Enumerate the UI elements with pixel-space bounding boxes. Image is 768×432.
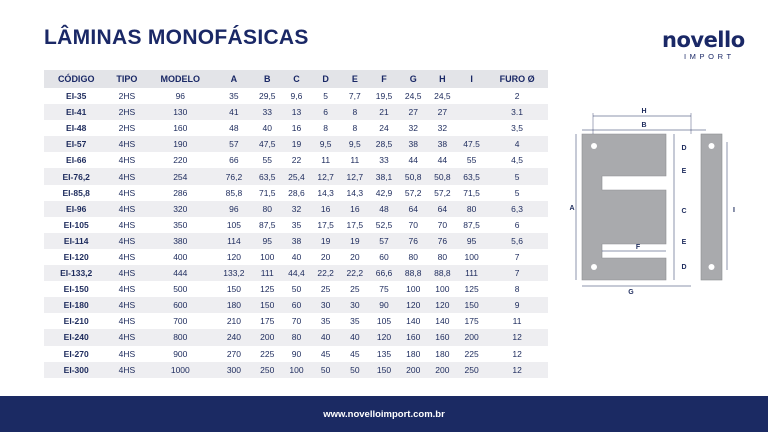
table-cell: 800 bbox=[173, 332, 188, 343]
table-cell: EI-210 bbox=[63, 316, 89, 327]
table-cell: 80 bbox=[408, 251, 418, 262]
table-cell: 3.1 bbox=[511, 107, 523, 118]
table-cell: 175 bbox=[464, 316, 479, 327]
dim-label-b: B bbox=[641, 122, 647, 129]
table-cell: 87,5 bbox=[463, 219, 480, 230]
table-cell: EI-150 bbox=[63, 284, 89, 295]
table-cell: 4HS bbox=[118, 268, 136, 279]
table-cell: 4HS bbox=[118, 187, 136, 198]
table-cell: 4HS bbox=[118, 155, 136, 166]
table-cell: 2HS bbox=[118, 91, 136, 102]
table-cell: 4 bbox=[514, 139, 520, 150]
table-cell: 76 bbox=[437, 235, 448, 246]
table-cell: 20 bbox=[320, 251, 331, 262]
table-cell: 120 bbox=[226, 251, 241, 262]
table-cell: 286 bbox=[173, 187, 188, 198]
table-cell: 57 bbox=[229, 139, 239, 150]
table-cell: 135 bbox=[376, 348, 392, 359]
table-cell: 44,4 bbox=[288, 268, 305, 279]
table-cell: 5 bbox=[514, 187, 520, 198]
table-cell: 29,5 bbox=[258, 91, 276, 102]
table-cell: EI-270 bbox=[63, 348, 89, 359]
column-header: FURO Ø bbox=[499, 74, 535, 84]
hole-icon bbox=[709, 143, 715, 149]
table-row bbox=[44, 136, 548, 152]
table-cell: 300 bbox=[226, 364, 241, 375]
table-row bbox=[44, 88, 548, 104]
table-cell: 380 bbox=[173, 235, 188, 246]
table-cell: 200 bbox=[260, 332, 275, 343]
table-cell: 70 bbox=[408, 219, 418, 230]
table-cell: 2 bbox=[514, 91, 520, 102]
table-cell: 5 bbox=[323, 91, 328, 102]
table-cell: 45 bbox=[320, 348, 331, 359]
table-row bbox=[44, 362, 548, 378]
table-cell: 33 bbox=[262, 107, 272, 118]
dim-label-c: C bbox=[681, 208, 687, 215]
table-cell: 60 bbox=[379, 251, 389, 262]
table-cell: 4HS bbox=[118, 348, 136, 359]
table-cell: 44 bbox=[408, 155, 418, 166]
table-cell: 57,2 bbox=[434, 187, 451, 198]
table-cell: 4HS bbox=[118, 364, 136, 375]
table-cell: 4HS bbox=[118, 251, 136, 262]
table-cell: 180 bbox=[435, 348, 450, 359]
table-cell: 180 bbox=[406, 348, 421, 359]
table-row bbox=[44, 313, 548, 329]
table-cell: 150 bbox=[260, 300, 275, 311]
table-row bbox=[44, 297, 548, 313]
table-row bbox=[44, 265, 548, 281]
table-cell: 4HS bbox=[118, 203, 136, 214]
table-cell: 200 bbox=[464, 332, 479, 343]
table-cell: 4HS bbox=[118, 235, 136, 246]
table-cell: 88,8 bbox=[404, 268, 422, 279]
laminas-table bbox=[44, 70, 548, 378]
table-cell: 4HS bbox=[118, 284, 136, 295]
column-header: F bbox=[381, 74, 387, 84]
table-cell: 32 bbox=[408, 123, 418, 134]
table-cell: 25 bbox=[350, 284, 360, 295]
table-cell: 14,3 bbox=[346, 187, 364, 198]
hole-icon bbox=[591, 143, 597, 149]
table-cell: 60 bbox=[291, 300, 302, 311]
table-cell: 19,5 bbox=[375, 91, 393, 102]
column-header: I bbox=[470, 74, 473, 84]
table-cell: 900 bbox=[173, 348, 188, 359]
table-cell: 55 bbox=[466, 155, 477, 166]
table-row bbox=[44, 233, 548, 249]
table-cell: 6 bbox=[323, 107, 328, 118]
table-cell: 600 bbox=[173, 300, 188, 311]
table-cell: 100 bbox=[464, 251, 479, 262]
table-cell: 47.5 bbox=[463, 139, 480, 150]
table-cell: 8 bbox=[323, 123, 328, 134]
table-cell: 40 bbox=[350, 332, 360, 343]
table-cell: 270 bbox=[226, 348, 241, 359]
table-cell: 150 bbox=[464, 300, 479, 311]
table-cell: 320 bbox=[173, 203, 188, 214]
table-cell: 90 bbox=[291, 348, 302, 359]
table-cell: 64 bbox=[408, 203, 418, 214]
table-cell: 225 bbox=[260, 348, 275, 359]
hole-icon bbox=[591, 264, 597, 270]
table-cell: 96 bbox=[175, 91, 186, 102]
e-lamina-shape bbox=[582, 134, 666, 280]
table-cell: 63,5 bbox=[463, 171, 480, 182]
table-cell: 19 bbox=[320, 235, 331, 246]
table-cell: 32 bbox=[291, 203, 302, 214]
table-cell: 100 bbox=[260, 251, 275, 262]
table-cell: 5,6 bbox=[511, 235, 523, 246]
column-header: D bbox=[322, 74, 329, 84]
table-cell: 24,5 bbox=[404, 91, 422, 102]
table-cell: 100 bbox=[406, 284, 421, 295]
table-cell: 210 bbox=[226, 316, 241, 327]
table-cell: 254 bbox=[173, 171, 188, 182]
table-cell: 66,6 bbox=[375, 268, 393, 279]
table-cell: 57 bbox=[379, 235, 389, 246]
table-cell: 4HS bbox=[118, 171, 136, 182]
table-row bbox=[44, 281, 548, 297]
table-cell: 6,3 bbox=[511, 203, 523, 214]
table-cell: 12 bbox=[512, 364, 522, 375]
table-cell: 180 bbox=[226, 300, 241, 311]
table-cell: 14,3 bbox=[317, 187, 334, 198]
table-row bbox=[44, 120, 548, 136]
column-header: CÓDIGO bbox=[57, 74, 95, 84]
table-cell: 80 bbox=[291, 332, 302, 343]
table-row bbox=[44, 217, 548, 233]
table-cell: 70 bbox=[437, 219, 448, 230]
table-cell: 100 bbox=[435, 284, 450, 295]
column-header: G bbox=[409, 74, 417, 84]
table-cell: 140 bbox=[435, 316, 450, 327]
table-cell: 350 bbox=[173, 219, 188, 230]
table-cell: 225 bbox=[464, 348, 479, 359]
table-cell: 2HS bbox=[118, 123, 136, 134]
i-lamina-shape bbox=[701, 134, 722, 280]
table-cell: 250 bbox=[464, 364, 479, 375]
table-cell: 27 bbox=[408, 107, 418, 118]
table-cell: 16 bbox=[320, 203, 331, 214]
table-cell: 20 bbox=[350, 251, 360, 262]
table-cell: 125 bbox=[260, 284, 275, 295]
table-cell: 24 bbox=[379, 123, 389, 134]
table-cell: 2HS bbox=[118, 107, 136, 118]
table-cell: 240 bbox=[226, 332, 241, 343]
table-cell: EI-133,2 bbox=[60, 268, 93, 279]
table-cell: 63,5 bbox=[258, 171, 276, 182]
table-cell: EI-114 bbox=[63, 235, 89, 246]
table-cell: 12 bbox=[512, 332, 522, 343]
table-cell: 96 bbox=[229, 203, 239, 214]
table-cell: 4HS bbox=[118, 300, 136, 311]
table-cell: 500 bbox=[173, 284, 188, 295]
table-cell: 30 bbox=[350, 300, 360, 311]
table-cell: EI-41 bbox=[66, 107, 87, 118]
table-cell: 1000 bbox=[170, 364, 190, 375]
table-cell: 22,2 bbox=[346, 268, 364, 279]
table-cell: 150 bbox=[226, 284, 241, 295]
column-header: A bbox=[230, 74, 238, 84]
logo-wordmark: novello bbox=[662, 28, 745, 52]
table-cell: 47,5 bbox=[258, 139, 276, 150]
table-cell: 35 bbox=[229, 91, 239, 102]
table-cell: 12,7 bbox=[317, 171, 334, 182]
table-cell: 95 bbox=[466, 235, 477, 246]
dim-label-d-bottom: D bbox=[681, 264, 687, 271]
table-cell: 150 bbox=[376, 364, 392, 375]
table-cell: 52,5 bbox=[375, 219, 393, 230]
table-cell: 25 bbox=[320, 284, 331, 295]
dim-label-g: G bbox=[628, 289, 634, 294]
footer-bar bbox=[0, 396, 768, 432]
table-cell: EI-120 bbox=[63, 251, 89, 262]
table-cell: 88,8 bbox=[434, 268, 451, 279]
table-cell: 11 bbox=[321, 155, 331, 166]
table-cell: 9,6 bbox=[290, 91, 303, 102]
table-cell: 8 bbox=[352, 123, 358, 134]
table-cell: 190 bbox=[173, 139, 188, 150]
table-cell: 111 bbox=[260, 268, 274, 279]
column-header: TIPO bbox=[116, 74, 138, 84]
table-cell: 111 bbox=[465, 268, 479, 279]
table-cell: 220 bbox=[173, 155, 188, 166]
table-body bbox=[44, 88, 548, 378]
table-cell: 24,5 bbox=[434, 91, 451, 102]
table-cell: 4HS bbox=[118, 332, 136, 343]
table-cell: 5 bbox=[514, 171, 520, 182]
table-cell: EI-96 bbox=[66, 203, 87, 214]
column-header: E bbox=[351, 74, 358, 84]
table-cell: 80 bbox=[437, 251, 448, 262]
table-cell: 8 bbox=[352, 107, 358, 118]
table-cell: 17,5 bbox=[317, 219, 334, 230]
table-row bbox=[44, 168, 548, 184]
table-cell: 120 bbox=[406, 300, 421, 311]
table-cell: 50 bbox=[291, 284, 302, 295]
table-cell: 71,5 bbox=[258, 187, 276, 198]
table-cell: 66 bbox=[229, 155, 239, 166]
dim-label-e-top: E bbox=[681, 168, 687, 175]
table-cell: 16 bbox=[350, 203, 360, 214]
table-cell: 4,5 bbox=[511, 155, 523, 166]
table-cell: 160 bbox=[435, 332, 450, 343]
table-cell: 25,4 bbox=[288, 171, 305, 182]
table-cell: 16 bbox=[291, 123, 302, 134]
table-cell: 40 bbox=[291, 251, 302, 262]
table-cell: EI-85,8 bbox=[62, 187, 90, 198]
website-link[interactable]: www.novelloimport.com.br bbox=[323, 409, 445, 420]
hole-icon bbox=[709, 264, 715, 270]
table-cell: 50 bbox=[320, 364, 331, 375]
table-cell bbox=[457, 88, 486, 104]
table-cell: 8 bbox=[514, 284, 520, 295]
table-cell bbox=[457, 120, 486, 136]
table-cell: 50,8 bbox=[404, 171, 422, 182]
table-cell: 45 bbox=[350, 348, 360, 359]
table-cell: 11 bbox=[350, 155, 360, 166]
column-header: MODELO bbox=[160, 74, 201, 84]
table-cell: 70 bbox=[291, 316, 302, 327]
table-cell: 160 bbox=[406, 332, 421, 343]
table-cell: 12,7 bbox=[346, 171, 364, 182]
table-row bbox=[44, 185, 548, 201]
table-cell: 21 bbox=[379, 107, 389, 118]
dim-label-f: F bbox=[635, 244, 641, 251]
table-row bbox=[44, 346, 548, 362]
table-cell: 22 bbox=[291, 155, 302, 166]
table-cell: EI-57 bbox=[66, 139, 87, 150]
table-cell: EI-240 bbox=[63, 332, 89, 343]
table-cell: 7,7 bbox=[348, 91, 361, 102]
table-cell: 55 bbox=[262, 155, 272, 166]
table-cell: 50,8 bbox=[434, 171, 451, 182]
table-cell: 40 bbox=[320, 332, 331, 343]
table-cell: 28,6 bbox=[288, 187, 305, 198]
table-cell: EI-300 bbox=[63, 364, 89, 375]
table-cell: EI-105 bbox=[63, 219, 89, 230]
table-cell: 100 bbox=[289, 364, 304, 375]
dim-label-a: A bbox=[569, 205, 575, 212]
table-cell: 19 bbox=[291, 139, 302, 150]
table-cell: 33 bbox=[379, 155, 389, 166]
table-cell: 28,5 bbox=[375, 139, 393, 150]
table-cell: 125 bbox=[464, 284, 479, 295]
table-cell: EI-76,2 bbox=[62, 171, 90, 182]
table-cell: 105 bbox=[226, 219, 241, 230]
dim-label-i: I bbox=[733, 207, 735, 214]
table-cell: EI-66 bbox=[66, 155, 87, 166]
table-row bbox=[44, 249, 548, 265]
table-cell: 80 bbox=[262, 203, 272, 214]
table-cell: 30 bbox=[320, 300, 331, 311]
table-cell: 4HS bbox=[118, 316, 136, 327]
table-cell: 7 bbox=[514, 268, 520, 279]
table-row bbox=[44, 152, 548, 168]
table-cell: 12 bbox=[512, 348, 522, 359]
table-cell: 95 bbox=[262, 235, 272, 246]
table-cell: 38,1 bbox=[375, 171, 393, 182]
column-header: C bbox=[293, 74, 300, 84]
table-cell: 41 bbox=[229, 107, 239, 118]
logo-subtitle: IMPORT bbox=[684, 52, 735, 61]
table-cell: 444 bbox=[173, 268, 188, 279]
table-cell: 64 bbox=[437, 203, 448, 214]
table-cell: 130 bbox=[173, 107, 188, 118]
table-cell: 200 bbox=[406, 364, 421, 375]
table-cell: 9,5 bbox=[319, 139, 332, 150]
table-cell: 50 bbox=[350, 364, 360, 375]
table-cell: 76 bbox=[408, 235, 418, 246]
table-cell: 4HS bbox=[118, 139, 136, 150]
table-cell: 38 bbox=[408, 139, 418, 150]
table-cell: 35 bbox=[320, 316, 331, 327]
table-cell: 19 bbox=[350, 235, 360, 246]
table-cell: 40 bbox=[262, 123, 272, 134]
table-cell: 57,2 bbox=[404, 187, 422, 198]
table-cell: EI-48 bbox=[66, 123, 87, 134]
table-cell: 250 bbox=[260, 364, 275, 375]
table-cell: 120 bbox=[435, 300, 450, 311]
dim-label-d-top: D bbox=[681, 145, 687, 152]
table-cell: 6 bbox=[514, 219, 520, 230]
dim-label-e-bottom: E bbox=[681, 239, 687, 246]
table-cell: 87,5 bbox=[258, 219, 276, 230]
table-cell: 3,5 bbox=[511, 123, 523, 134]
table-cell: 27 bbox=[437, 107, 448, 118]
table-cell: 80 bbox=[466, 203, 477, 214]
table-cell: 35 bbox=[291, 219, 302, 230]
page-title: LÂMINAS MONOFÁSICAS bbox=[44, 26, 309, 49]
table-cell: 71,5 bbox=[463, 187, 480, 198]
table-cell: 4HS bbox=[118, 219, 136, 230]
table-cell: 140 bbox=[406, 316, 421, 327]
table-cell: 133,2 bbox=[223, 268, 245, 279]
brand-logo bbox=[662, 30, 762, 60]
table-cell: 32 bbox=[437, 123, 448, 134]
table-cell: 160 bbox=[173, 123, 188, 134]
table-cell: 11 bbox=[512, 316, 522, 327]
table-cell: 400 bbox=[173, 251, 188, 262]
table-cell: EI-35 bbox=[66, 91, 87, 102]
table-cell bbox=[457, 104, 486, 120]
table-cell: 44 bbox=[437, 155, 448, 166]
table-cell: 22,2 bbox=[317, 268, 334, 279]
table-cell: 175 bbox=[260, 316, 275, 327]
column-header: B bbox=[264, 74, 271, 84]
lamina-dimension-diagram bbox=[566, 104, 756, 294]
table-header-row bbox=[44, 70, 548, 88]
table-cell: 13 bbox=[291, 107, 302, 118]
table-cell: 114 bbox=[227, 235, 241, 246]
table-cell: 35 bbox=[350, 316, 360, 327]
table-row bbox=[44, 201, 548, 217]
table-cell: 76,2 bbox=[225, 171, 243, 182]
table-cell: 9,5 bbox=[348, 139, 361, 150]
table-cell: 48 bbox=[229, 123, 239, 134]
table-cell: 38 bbox=[437, 139, 448, 150]
table-cell: 7 bbox=[514, 251, 520, 262]
dim-label-h: H bbox=[641, 108, 647, 115]
table-row bbox=[44, 104, 548, 120]
table-cell: 700 bbox=[173, 316, 188, 327]
table-row bbox=[44, 329, 548, 345]
table-cell: 38 bbox=[291, 235, 302, 246]
table-cell: EI-180 bbox=[63, 300, 89, 311]
table-cell: 90 bbox=[379, 300, 389, 311]
table-cell: 120 bbox=[376, 332, 392, 343]
table-cell: 105 bbox=[376, 316, 392, 327]
table-cell: 48 bbox=[379, 203, 389, 214]
table-cell: 9 bbox=[514, 300, 520, 311]
table-cell: 17,5 bbox=[346, 219, 364, 230]
table-cell: 42,9 bbox=[375, 187, 393, 198]
column-header: H bbox=[439, 74, 446, 84]
table-cell: 85,8 bbox=[225, 187, 243, 198]
table-cell: 200 bbox=[435, 364, 450, 375]
table-cell: 75 bbox=[379, 284, 389, 295]
